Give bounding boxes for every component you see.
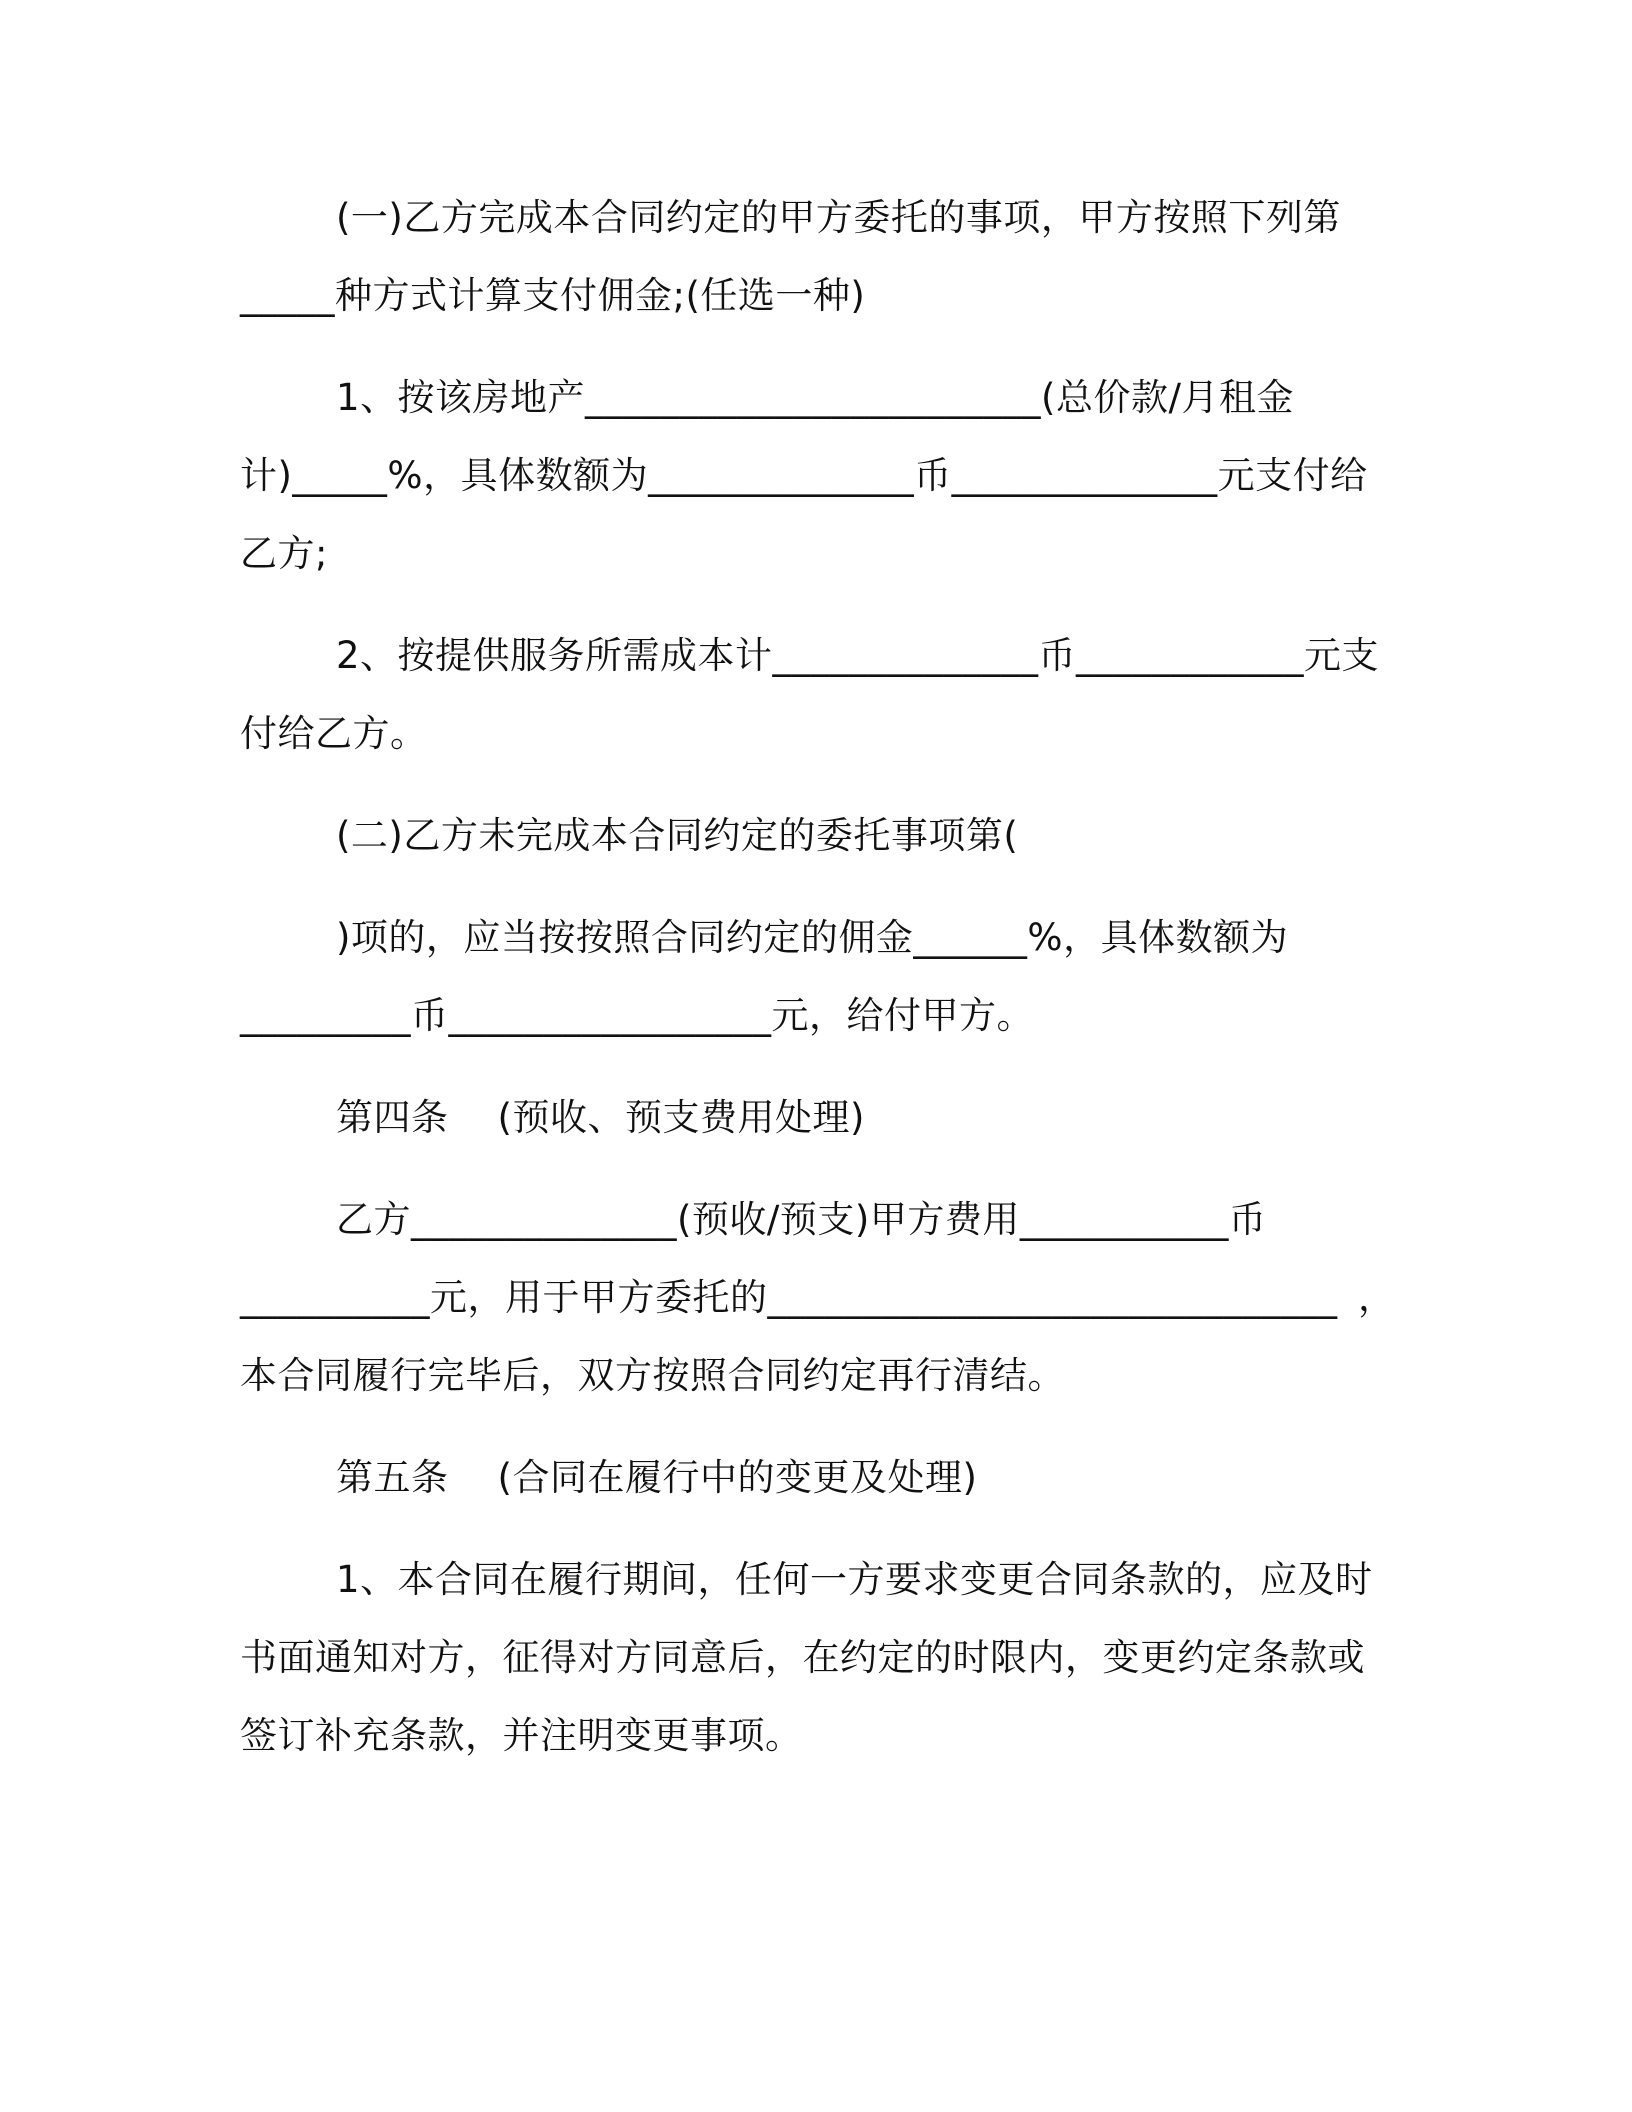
- paragraph-change-end: 签订补充条款，并注明变更事项。: [240, 1714, 803, 1757]
- trailing-comma: ，: [1358, 1276, 1395, 1319]
- paragraph-incomplete-end: _________币_________________元，给付甲方。: [240, 994, 1034, 1037]
- paragraph-prepaid-end: 本合同履行完毕后，双方按照合同约定再行清结。: [240, 1354, 1065, 1397]
- paragraph-option-1: 1、按该房地产________________________(总价款/月租金: [336, 376, 1294, 419]
- paragraph-incomplete: (二)乙方未完成本合同约定的委托事项第(: [336, 814, 1019, 857]
- paragraph-commission-intro: (一)乙方完成本合同约定的甲方委托的事项，甲方按照下列第: [336, 196, 1341, 239]
- paragraph-change: 1、本合同在履行期间，任何一方要求变更合同条款的，应及时: [336, 1558, 1373, 1601]
- paragraph-change-cont: 书面通知对方，征得对方同意后，在约定的时限内，变更约定条款或: [240, 1636, 1365, 1679]
- paragraph-incomplete-cont: )项的，应当按按照合同约定的佣金______%，具体数额为: [336, 916, 1289, 959]
- paragraph-option-2: 2、按提供服务所需成本计______________币____________元支: [336, 634, 1380, 677]
- article-4-heading: 第四条 (预收、预支费用处理): [336, 1096, 865, 1139]
- paragraph-commission-intro-cont: _____种方式计算支付佣金;(任选一种): [240, 274, 866, 317]
- article-5-heading: 第五条 (合同在履行中的变更及处理): [336, 1456, 978, 1499]
- paragraph-prepaid: 乙方______________(预收/预支)甲方费用___________币: [336, 1198, 1267, 1241]
- paragraph-prepaid-cont: __________元，用于甲方委托的______________________________: [240, 1276, 1338, 1319]
- paragraph-option-2-cont: 付给乙方。: [240, 712, 428, 755]
- paragraph-option-1-end: 乙方;: [240, 532, 328, 575]
- paragraph-option-1-cont: 计)_____%，具体数额为______________币______________元支付给: [240, 454, 1368, 497]
